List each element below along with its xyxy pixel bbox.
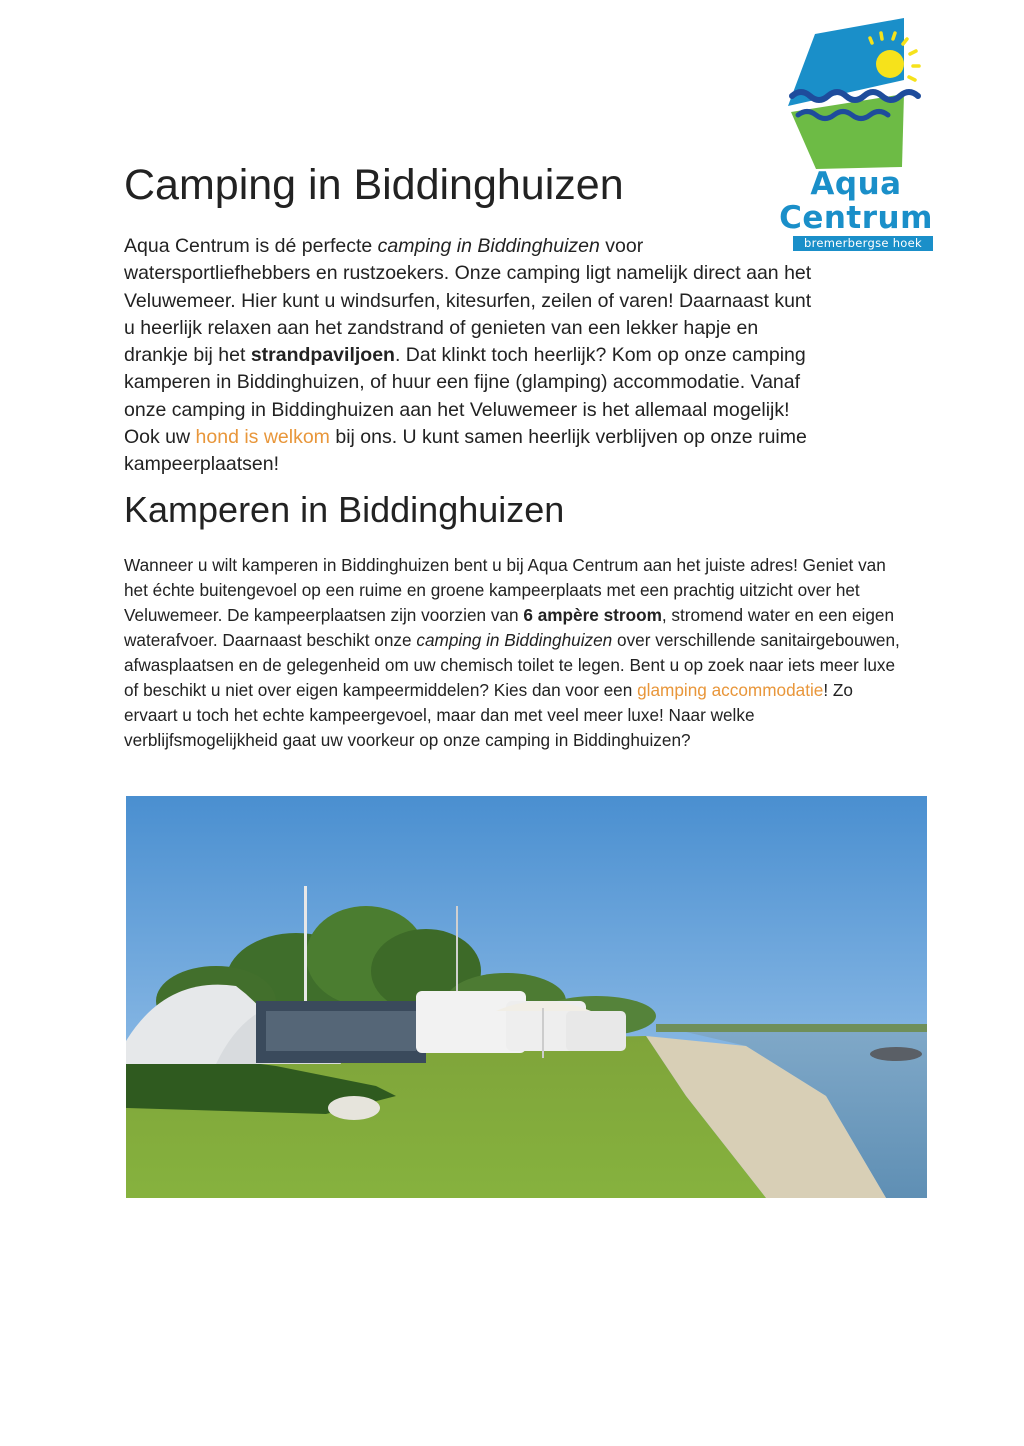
logo-word-aqua: Aqua: [810, 166, 902, 202]
campsite-photo: [126, 796, 927, 1198]
kamperen-paragraph: Wanneer u wilt kamperen in Biddinghuizen bent u bij Aqua Centrum aan het juiste adres! Geniet van het échte buitengevoel op een ruime en groene kampeerplaats met een prachtig uitzicht over het Veluwemeer. De kampeerplaatsen zijn voorzien van 6 ampère stroom, stromend water en een eigen waterafvoer. Daarnaast beschikt onze camping in Biddinghuizen over verschillende sanitairgebouwen, afwasplaatsen en de gelegenheid om uw chemisch toilet te legen. Bent u op zoek naar iets meer luxe of beschikt u niet over eigen kampeermiddelen? Kies dan voor een glamping accommodatie! Zo ervaart u toch het echte kampeergevoel, maar dan met veel meer luxe! Naar welke verblijfsmogelijkheid gaat uw voorkeur op onze camping in Biddinghuizen?: [124, 555, 900, 750]
strong-stroom: 6 ampère stroom: [523, 605, 662, 625]
link-hond-is-welkom[interactable]: hond is welkom: [195, 426, 330, 449]
logo-word-centrum: Centrum: [779, 200, 933, 236]
intro-paragraph: Aqua Centrum is dé perfecte camping in Biddinghuizen voor watersportliefhebbers en rustzoekers. Onze camping ligt namelijk direct aan het Veluwemeer. Hier kunt u windsurfen, kitesurfen, zeilen of varen! Daarnaast kunt u heerlijk relaxen aan het zandstrand of genieten van een lekker hapje en drankje bij het strandpaviljoen. Dat klinkt toch heerlijk? Kom op onze camping kamperen in Biddinghuizen, of huur een fijne (glamping) accommodatie. Vanaf onze camping in Biddinghuizen aan het Veluwemeer is het allemaal mogelijk! Ook uw hond is welkom bij ons. U kunt samen heerlijk verblijven op onze ruime kampeerplaatsen!: [124, 235, 812, 476]
logo-tagline: bremerbergse hoek: [793, 236, 933, 251]
section-heading-kamperen: Kamperen in Biddinghuizen: [124, 489, 565, 530]
strong-strandpaviljoen: strandpaviljoen: [250, 344, 395, 367]
emphasis-camping: camping in Biddinghuizen: [377, 235, 600, 257]
page-title: Camping in Biddinghuizen: [124, 161, 624, 209]
emphasis-camping-2: camping in Biddinghuizen: [416, 630, 613, 650]
link-glamping-accommodatie[interactable]: glamping accommodatie: [637, 680, 824, 700]
